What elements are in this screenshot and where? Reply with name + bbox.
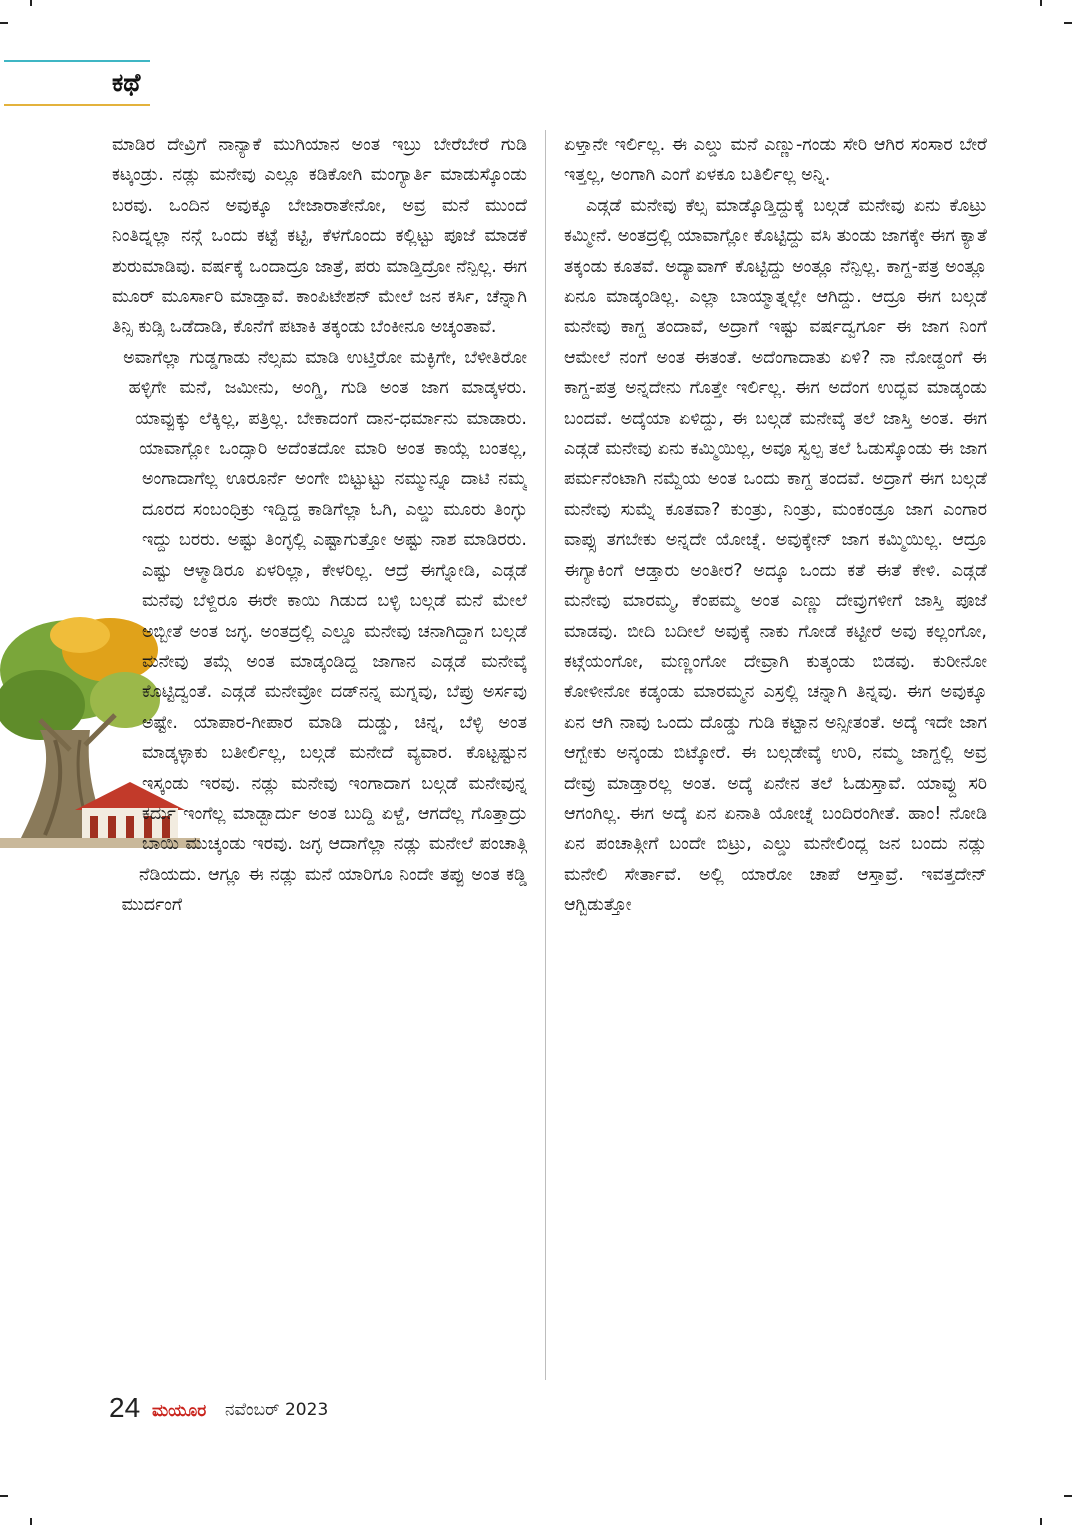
article-paragraph: ಎಡ್ಗಡೆ ಮನೇವು ಕೆಲ್ಸ ಮಾಡ್ಕೊಡ್ತಿದ್ದುಕ್ಕೆ ಬಲ್ಗಡೆ ಮನೇವು ಏನು ಕೊಟ್ರು ಕಮ್ಮೀನೆ. ಅಂತದ್ರಲ್ಲಿ ಯಾವಾಗ್ಲೋ ಕೊಟ್ಟಿದ್ದು ವಸಿ ತುಂಡು ಜಾಗಕ್ಕೇ ಈಗ ಕ್ಯಾತೆ ತಕ್ಕಂಡು ಕೂತವೆ. ಅದ್ಯಾವಾಗ್ ಕೊಟ್ಟಿದ್ದು ಅಂತ್ಲೂ ನೆನ್ಪಿಲ್ಲ. ಕಾಗ್ದ-ಪತ್ರ ಅಂತ್ಲೂ ಏನೂ ಮಾಡ್ಕಂಡಿಲ್ಲ. ಎಲ್ಲಾ ಬಾಯ್ಮಾತ್ನಲ್ಲೇ ಆಗಿದ್ದು. ಆದ್ರೂ ಈಗ ಬಲ್ಗಡೆ ಮನೇವು ಕಾಗ್ದ ತಂದಾವೆ, ಅದ್ರಾಗೆ ಇಷ್ಟು ವರ್ಷದ್ವರ್ಗೂ ಈ ಜಾಗ ನಿಂಗೆ ಆಮೇಲೆ ನಂಗೆ ಅಂತ ಈತಂತೆ. ಅದೆಂಗಾದಾತು ಏಳಿ? ನಾ ನೋಡ್ದಂಗೆ ಈ ಕಾಗ್ದ-ಪತ್ರ ಅನ್ನದೇನು ಗೊತ್ತೇ ಇರ್ಲಿಲ್ಲ. ಈಗ ಅದೆಂಗ ಉದ್ಭವ ಮಾಡ್ಕಂಡು ಬಂದವೆ. ಅದ್ಕೆಯಾ ಏಳಿದ್ದು, ಈ ಬಲ್ಗಡೆ ಮನೇವ್ಕೆ ತಲೆ ಜಾಸ್ತಿ ಅಂತ. ಈಗ ಎಡ್ಗಡೆ ಮನೇವು ಏನು ಕಮ್ಮಿಯಿಲ್ಲ, ಅವೂ ಸ್ವಲ್ಪ ತಲೆ ಓಡುಸ್ಕೊಂಡು ಈ ಜಾಗ ಪರ್ಮನೆಂಟಾಗಿ ನಮ್ದೆಯ ಅಂತ ಒಂದು ಕಾಗ್ದ ತಂದವೆ. ಅದ್ರಾಗೆ ಈಗ ಬಲ್ಗಡೆ ಮನೇವು ಸುಮ್ನೆ ಕೂತವಾ? ಕುಂತ್ರು, ನಿಂತ್ರು, ಮಂಕಂಡ್ರೂ ಜಾಗ ಎಂಗಾರ ವಾಪ್ಸು ತಗಬೇಕು ಅನ್ನದೇ ಯೋಚ್ನೆ. ಅವುಕ್ಕೇನ್ ಜಾಗ ಕಮ್ಮಿಯಿಲ್ಲ. ಆದ್ರೂ ಈಗ್ಯಾಕಿಂಗೆ ಆಡ್ತಾರು ಅಂತೀರ? ಅದ್ಕೂ ಒಂದು ಕತೆ ಈತೆ ಕೇಳಿ. ಎಡ್ಗಡೆ ಮನೇವು ಮಾರಮ್ಮ, ಕೆಂಪಮ್ಮ ಅಂತ ಎಣ್ಣು ದೇವ್ರುಗಳೀಗೆ ಜಾಸ್ತಿ ಪೂಜೆ ಮಾಡವು. ಬೀದಿ ಬದೀಲೆ ಅವುಕ್ಕೆ ನಾಕು ಗೋಡೆ ಕಟ್ಟೀರೆ ಅವು ಕಲ್ಲಂಗೋ, ಕಟ್ಗೆಯಂಗೋ, ಮಣ್ಣಂಗೋ ದೇವ್ರಾಗಿ ಕುತ್ಕಂಡು ಬಿಡವು. ಕುರೀನೋ ಕೋಳೀನೋ ಕಡ್ಕಂಡು ಮಾರಮ್ಮನ ಎಸ್ರಲ್ಲಿ ಚನ್ನಾಗಿ ತಿನ್ನವು. ಈಗ ಅವುಕ್ಕೂ ಏನ ಆಗಿ ನಾವು ಒಂದು ದೊಡ್ಡು ಗುಡಿ ಕಟ್ಟಾನ ಅನ್ಸೀತಂತೆ. ಅದ್ಕೆ ಇದೇ ಜಾಗ ಆಗ್ಬೇಕು ಅನ್ಕಂಡು ಬಿಟ್ಕೋರೆ. ಈ ಬಲ್ಗಡೇವ್ಕೆ ಉರಿ, ನಮ್ಮ ಜಾಗ್ದಲ್ಲಿ ಅವ್ರ ದೇವ್ರು ಮಾಡ್ತಾರಲ್ಲ ಅಂತ. ಅದ್ಕೆ ಏನೇನ ತಲೆ ಓಡುಸ್ತಾವೆ. ಯಾವ್ದು ಸರಿ ಆಗಂಗಿಲ್ಲ. ಈಗ ಅದ್ಕೆ ಏನ ಏನಾತಿ ಯೋಚ್ನೆ ಬಂದಿರಂಗೀತೆ. ಹಾಂ! ನೋಡಿ ಏನ ಪಂಚಾತ್ಗೀಗೆ ಬಂದೇ ಬಿಟ್ರು, ಎಲ್ಡು ಮನೇಲಿಂದ್ಲ ಜನ ಬಂದು ನಡ್ಲು ಮನೇಲಿ ಸೇರ್ತಾವೆ. ಅಲ್ಲಿ ಯಾರೋ ಚಾಪೆ ಆಸ್ತಾವ್ರೆ. ಇವತ್ತದೇನ್ ಆಗ್ಬಿಡುತ್ತೋ <box>564 195 987 916</box>
issue-date: ನವೆಂಬರ್ 2023 <box>225 1400 329 1420</box>
header-rule-bottom <box>4 104 150 106</box>
magazine-logo: ಮಯೂರ <box>152 1401 207 1421</box>
crop-mark-top-right <box>1064 22 1072 24</box>
crop-mark-bottom-center <box>30 1518 32 1525</box>
image-wrap-space <box>112 439 142 899</box>
article-paragraph: ಅವಾಗೆಲ್ಲಾ ಗುಡ್ಡಗಾಡು ನೆಲ್ಸಮ ಮಾಡಿ ಉಟ್ತಿರೋ ಮಕ್ಳಿಗೇ, ಬೆಳೀತಿರೋ ಹಳ್ಳಿಗೇ ಮನೆ, ಜಮೀನು, ಅಂಗ್ಡಿ, ಗುಡಿ ಅಂತ ಜಾಗ ಮಾಡ್ಕಳರು. ಯಾವ್ಪುಕ್ಕು ಲೆಕ್ಕಿಲ್ಲ, ಪತ್ರಿಲ್ಲ. ಬೇಕಾದಂಗೆ ದಾನ-ಧರ್ಮಾನು ಮಾಡಾರು. ಯಾವಾಗ್ಲೋ ಒಂದ್ಸಾರಿ ಅದೆಂತದೋ ಮಾರಿ ಅಂತ ಕಾಯ್ಲೆ ಬಂತಲ್ಲ, ಅಂಗಾದಾಗೆಲ್ಲ ಊರೂರ್ನೆ ಅಂಗೇ ಬಿಟ್ಟುಟ್ಟು ನಮ್ಮುನ್ನೂ ದಾಟಿ ನಮ್ಮ ದೂರದ ಸಂಬಂಧಿಕ್ರು ಇದ್ದಿದ್ದ ಕಾಡಿಗೆಲ್ಲಾ ಓಗಿ, ಎಲ್ಡು ಮೂರು ತಿಂಗ್ಳು ಇದ್ದು ಬರರು. ಅಷ್ಟು ತಿಂಗ್ಳಲ್ಲಿ ಎಷ್ಟಾಗುತ್ತೋ ಅಷ್ಟು ನಾಶ ಮಾಡಿರರು. ಎಷ್ಟು ಆಳ್ಮಾಡಿರೂ ಏಳರಿಲ್ಲಾ, ಕೇಳರಿಲ್ಲ. ಆದ್ರೆ ಈಗ್ನೋಡಿ, ಎಡ್ಗಡೆ ಮನೆವು ಬೆಳ್ದಿರೂ ಈರೇ ಕಾಯಿ ಗಿಡುದ ಬಳ್ಳಿ ಬಲ್ಗಡೆ ಮನೆ ಮೇಲೆ ಅಬ್ಬೀತೆ ಅಂತ ಜಗ್ಳ. ಅಂತದ್ರಲ್ಲಿ ಎಲ್ಡೂ ಮನೇವು ಚನಾಗಿದ್ದಾಗ ಬಲ್ಗಡೆ ಮನೇವು ತಮ್ಗೆ ಅಂತ ಮಾಡ್ಕಂಡಿದ್ದ ಜಾಗಾನ ಎಡ್ಗಡೆ ಮನೇವ್ಕೆ ಕೊಟ್ಟಿದ್ವಂತೆ. ಎಡ್ಗಡೆ ಮನೇವ್ರೋ ದಡ್‌ನನ್ನ ಮಗ್ನವು, ಬೆಪ್ರು ಅರ್ಸವು ಅಷ್ಟೇ. ಯಾಪಾರ-ಗೀಪಾರ ಮಾಡಿ ದುಡ್ಡು, ಚಿನ್ನ, ಬೆಳ್ಳಿ ಅಂತ ಮಾಡ್ಕಳ್ಳಾಕು ಬತೀರ್ಲಿಲ್ಲ, ಬಲ್ಗಡೆ ಮನೇದೆ ವ್ಯವಾರ. ಕೊಟ್ಟಷ್ಟುನ ಇಸ್ಕಂಡು ಇರವು. ನಡ್ಲು ಮನೇವು ಇಂಗಾದಾಗ ಬಲ್ಗಡೆ ಮನೇವುನ್ನ ಕರ್ದು ಇಂಗೆಲ್ಲ ಮಾಡ್ಬಾರ್ದು ಅಂತ ಬುದ್ದಿ ಏಳ್ದೆ, ಆಗದೆಲ್ಲ ಗೊತ್ತಾದ್ರು ಬಾಯಿ ಮುಚ್ಕಂಡು ಇರವು. ಜಗ್ಳ ಆದಾಗೆಲ್ಲಾ ನಡ್ಲು ಮನೇಲೆ ಪಂಚಾತ್ಗಿ ನೆಡಿಯದು. ಆಗ್ಲೂ ಈ ನಡ್ಲು ಮನೆ ಯಾರಿಗೂ ನಿಂದೇ ತಪ್ಪು ಅಂತ ಕಡ್ಡಿ ಮುರ್ದಂಗೆ <box>121 347 527 916</box>
section-label: ಕಥೆ <box>112 68 141 97</box>
crop-mark-bottom-right <box>1064 1495 1072 1497</box>
crop-mark-bottom-left <box>0 1495 8 1497</box>
article-paragraph: ಏಳ್ತಾನೇ ಇರ್ಲಿಲ್ಲ. ಈ ಎಲ್ಡು ಮನೆ ಎಣ್ಣು-ಗಂಡು ಸೇರಿ ಆಗಿರ ಸಂಸಾರ ಬೇರೆ ಇತ್ತಲ್ಲ, ಅಂಗಾಗಿ ಎಂಗೆ ಏಳಕೂ ಬತಿರ್ಲಿಲ್ಲ ಅನ್ನಿ. <box>564 135 987 186</box>
column-divider <box>545 130 546 1380</box>
crop-mark-top-center <box>30 0 32 6</box>
crop-mark-bottom-center-right <box>1040 1518 1042 1525</box>
crop-mark-top-left <box>0 22 8 24</box>
article-paragraph: ಮಾಡಿರ ದೇವ್ರಿಗೆ ನಾನ್ಯಾಕೆ ಮುಗಿಯಾನ ಅಂತ ಇಬ್ರು ಬೇರೆಬೇರೆ ಗುಡಿ ಕಟ್ಕಂಡ್ರು. ನಡ್ಲು ಮನೇವು ಎಲ್ಲೂ ಕಡಿಕೋಗಿ ಮಂಗ್ಯಾರ್ತಿ ಮಾಡುಸ್ಕೊಂಡು ಬರವು. ಒಂದಿನ ಅವುಕ್ಕೂ ಬೇಜಾರಾತೇನೋ, ಅವ್ರ ಮನೆ ಮುಂದೆ ನಿಂತಿದ್ನಲ್ಲಾ ನನ್ಗೆ ಒಂದು ಕಟ್ಟೆ ಕಟ್ಟಿ, ಕೆಳಗೊಂದು ಕಲ್ಲಿಟ್ಟು ಪೂಜೆ ಮಾಡಕೆ ಶುರುಮಾಡಿವು. ವರ್ಷಕ್ಕೆ ಒಂದಾದ್ರೂ ಜಾತ್ರೆ, ಪರು ಮಾಡ್ತಿದ್ರೋ ನೆನ್ಪಿಲ್ಲ. ಈಗ ಮೂರ್ ಮೂರ್ಸಾರಿ ಮಾಡ್ತಾವೆ. ಕಾಂಪಿಟೇಶನ್ ಮೇಲೆ ಜನ ಕರ್ಸಿ, ಚೆನ್ನಾಗಿ ತಿನ್ಸಿ ಕುಡ್ಸಿ ಒಡೆದಾಡಿ, ಕೊನೆಗೆ ಪಟಾಕಿ ತಕ್ಕಂಡು ಬೆಂಕೀನೂ ಅಚ್ಕಂತಾವೆ. <box>112 135 527 338</box>
page-number: 24 <box>109 1392 141 1423</box>
header-rule-top <box>4 60 150 62</box>
article-column-left <box>112 130 527 1390</box>
crop-mark-top-center-right <box>1040 0 1042 6</box>
article-column-right <box>564 130 987 1390</box>
